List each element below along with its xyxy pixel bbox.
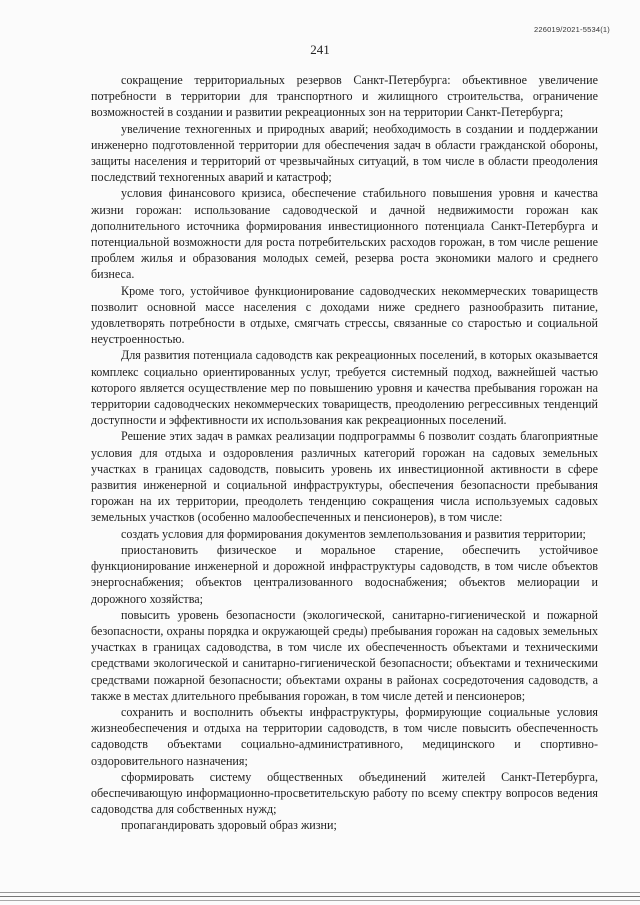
paragraph-4: Кроме того, устойчивое функционирование садоводческих некоммерческих товариществ позволит основной массе населения с доходами ниже среднего разнообразить питание, удовлетворять потребности в отдыхе, смягчать стрессы, связанные со старостью и социальной неустроенностью.: [91, 283, 598, 347]
scan-edge-line: [0, 892, 640, 893]
paragraph-1: сокращение территориальных резервов Санкт-Петербурга: объективное увеличение потребности в территории для транспортного и жилищного строительства, ограничение возможностей в создании и развитии рекреационных зон на территории Санкт-Петербурга;: [91, 73, 598, 120]
paragraph-8: приостановить физическое и моральное старение, обеспечить устойчивое функционирование инженерной и дорожной инфраструктуры садоводств, в том числе объектов энергоснабжения; объектов централизованного водоснабжения; объектов мелиорации и дорожного хозяйства;: [91, 542, 598, 606]
paragraph-7: создать условия для формирования документов землепользования и развития территории;: [121, 526, 586, 541]
page-number: 241: [310, 42, 330, 57]
paragraph-12: пропагандировать здоровый образ жизни;: [121, 818, 337, 833]
scan-edge-line: [0, 896, 640, 897]
document-id: 226019/2021-5534(1): [534, 25, 610, 34]
paragraph-3: условия финансового кризиса, обеспечение стабильного повышения уровня и качества жизни горожан: использование садоводческой и дачной недвижимости горожан как дополнительного источника формирования инвестиционного потенциала Санкт-Петербурга и потенциальной возможности для роста потребительских расходов горожан, в том числе решение проблем жилья и образования молодых семей, резерва роста экономики малого и среднего бизнеса.: [91, 186, 598, 282]
paragraph-5: Для развития потенциала садоводств как рекреационных поселений, в которых оказывается комплекс социально ориентированных услуг, требуется системный подход, важнейшей частью которого является осуществление мер по повышению уровня и качества пребывания горожан на территории садоводческих некоммерческих товариществ, преодолению регрессивных тенденций доступности и эффективности их использования как рекреационных поселений.: [91, 348, 598, 428]
paragraph-2: увеличение техногенных и природных аварий; необходимость в создании и поддержании инженерно подготовленной территории для обеспечения задач в области гражданской обороны, защиты населения и территорий от чрезвычайных ситуаций, в том числе в области преодоления последствий техногенных аварий и катастроф;: [91, 121, 598, 185]
paragraph-11: сформировать систему общественных объединений жителей Санкт-Петербурга, обеспечивающую информационно-просветительскую работу по всему спектру вопросов ведения садоводства для собственных нужд;: [91, 769, 598, 817]
paragraph-9: повысить уровень безопасности (экологической, санитарно-гигиенической и пожарной безопасности, охраны порядка и окружающей среды) пребывания горожан на садовых земельных участках в границах садоводства, в том числе их обеспеченность объектами и техническими средствами экологической и санитарно-гигиенической безопасности; объектами и техническими средствами пожарной безопасности; объектами охраны в районах сосредоточения садоводств, а также в местах длительного пребывания горожан, в том числе детей и пенсионеров;: [91, 607, 598, 703]
paragraph-10: сохранить и восполнить объекты инфраструктуры, формирующие социальные условия жизнеобеспечения и отдыха на территории садоводств, в том числе повысить обеспеченность садоводств объектами социально-административного, медицинского и спортивно-оздоровительного назначения;: [91, 704, 598, 768]
paragraph-6: Решение этих задач в рамках реализации подпрограммы 6 позволит создать благоприятные условия для отдыха и оздоровления различных категорий горожан на садовых земельных участках в границах садоводств, повысить уровень их инвестиционной активности в сфере развития инженерной и социальной инфраструктуры, обеспечения безопасности пребывания горожан на их территории, преодолеть тенденцию сокращения числа используемых садовых земельных участков (особенно малообеспеченных и пенсионеров), в том числе:: [91, 429, 598, 525]
scan-edge-line: [0, 900, 640, 901]
document-body: [91, 72, 598, 834]
